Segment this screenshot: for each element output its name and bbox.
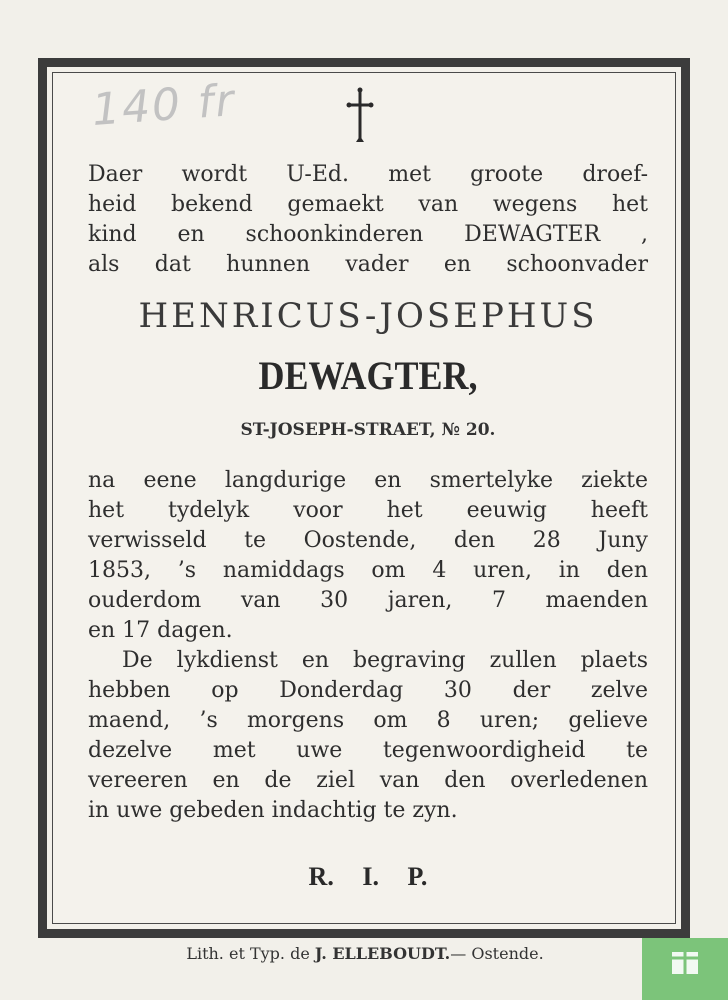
deceased-surname: DEWAGTER,: [258, 353, 478, 398]
deceased-first-names: HENRICUS-JOSEPHUS: [138, 296, 598, 336]
body-line: ouderdom van 30 jaren, 7 maenden: [88, 588, 648, 613]
body-line: en 17 dagen.: [88, 618, 233, 643]
body-line: dezelve met uwe tegenwoordigheid te: [88, 738, 648, 763]
intro-line: kind en schoonkinderen DEWAGTER ,: [88, 222, 648, 247]
handwritten-price-note: 140 fr: [90, 75, 238, 136]
body-line: het tydelyk voor het eeuwig heeft: [88, 498, 648, 523]
intro-line: Daer wordt U-Ed. met groote droef-: [88, 162, 648, 187]
main-paragraph: [88, 466, 648, 826]
body-line: maend, ’s morgens om 8 uren; gelieve: [88, 708, 648, 733]
body-line: 1853, ’s namiddags om 4 uren, in den: [88, 558, 648, 583]
body-line: De lykdienst en begraving zullen plaets: [122, 648, 648, 673]
printer-footer: [60, 944, 670, 963]
intro-line: heid bekend gemaekt van wegens het: [88, 192, 648, 217]
corner-badge-icon: [642, 938, 728, 1000]
rip-text: R. I. P.: [308, 862, 428, 891]
address-line: ST-JOSEPH-STRAET, № 20.: [240, 420, 496, 440]
cross-icon: [345, 86, 375, 144]
intro-paragraph: [88, 160, 648, 280]
footer-suffix: — Ostende.: [450, 944, 544, 963]
body-line: vereeren en de ziel van den overledenen: [88, 768, 648, 793]
body-line: na eene langdurige en smertelyke ziekte: [88, 468, 648, 493]
body-line: in uwe gebeden indachtig te zyn.: [88, 798, 458, 823]
body-line: verwisseld te Oostende, den 28 Juny: [88, 528, 648, 553]
footer-prefix: Lith. et Typ. de: [186, 944, 310, 963]
intro-line: als dat hunnen vader en schoonvader: [88, 252, 648, 277]
body-line: hebben op Donderdag 30 der zelve: [88, 678, 648, 703]
footer-printer: J. ELLEBOUDT.: [314, 944, 451, 963]
